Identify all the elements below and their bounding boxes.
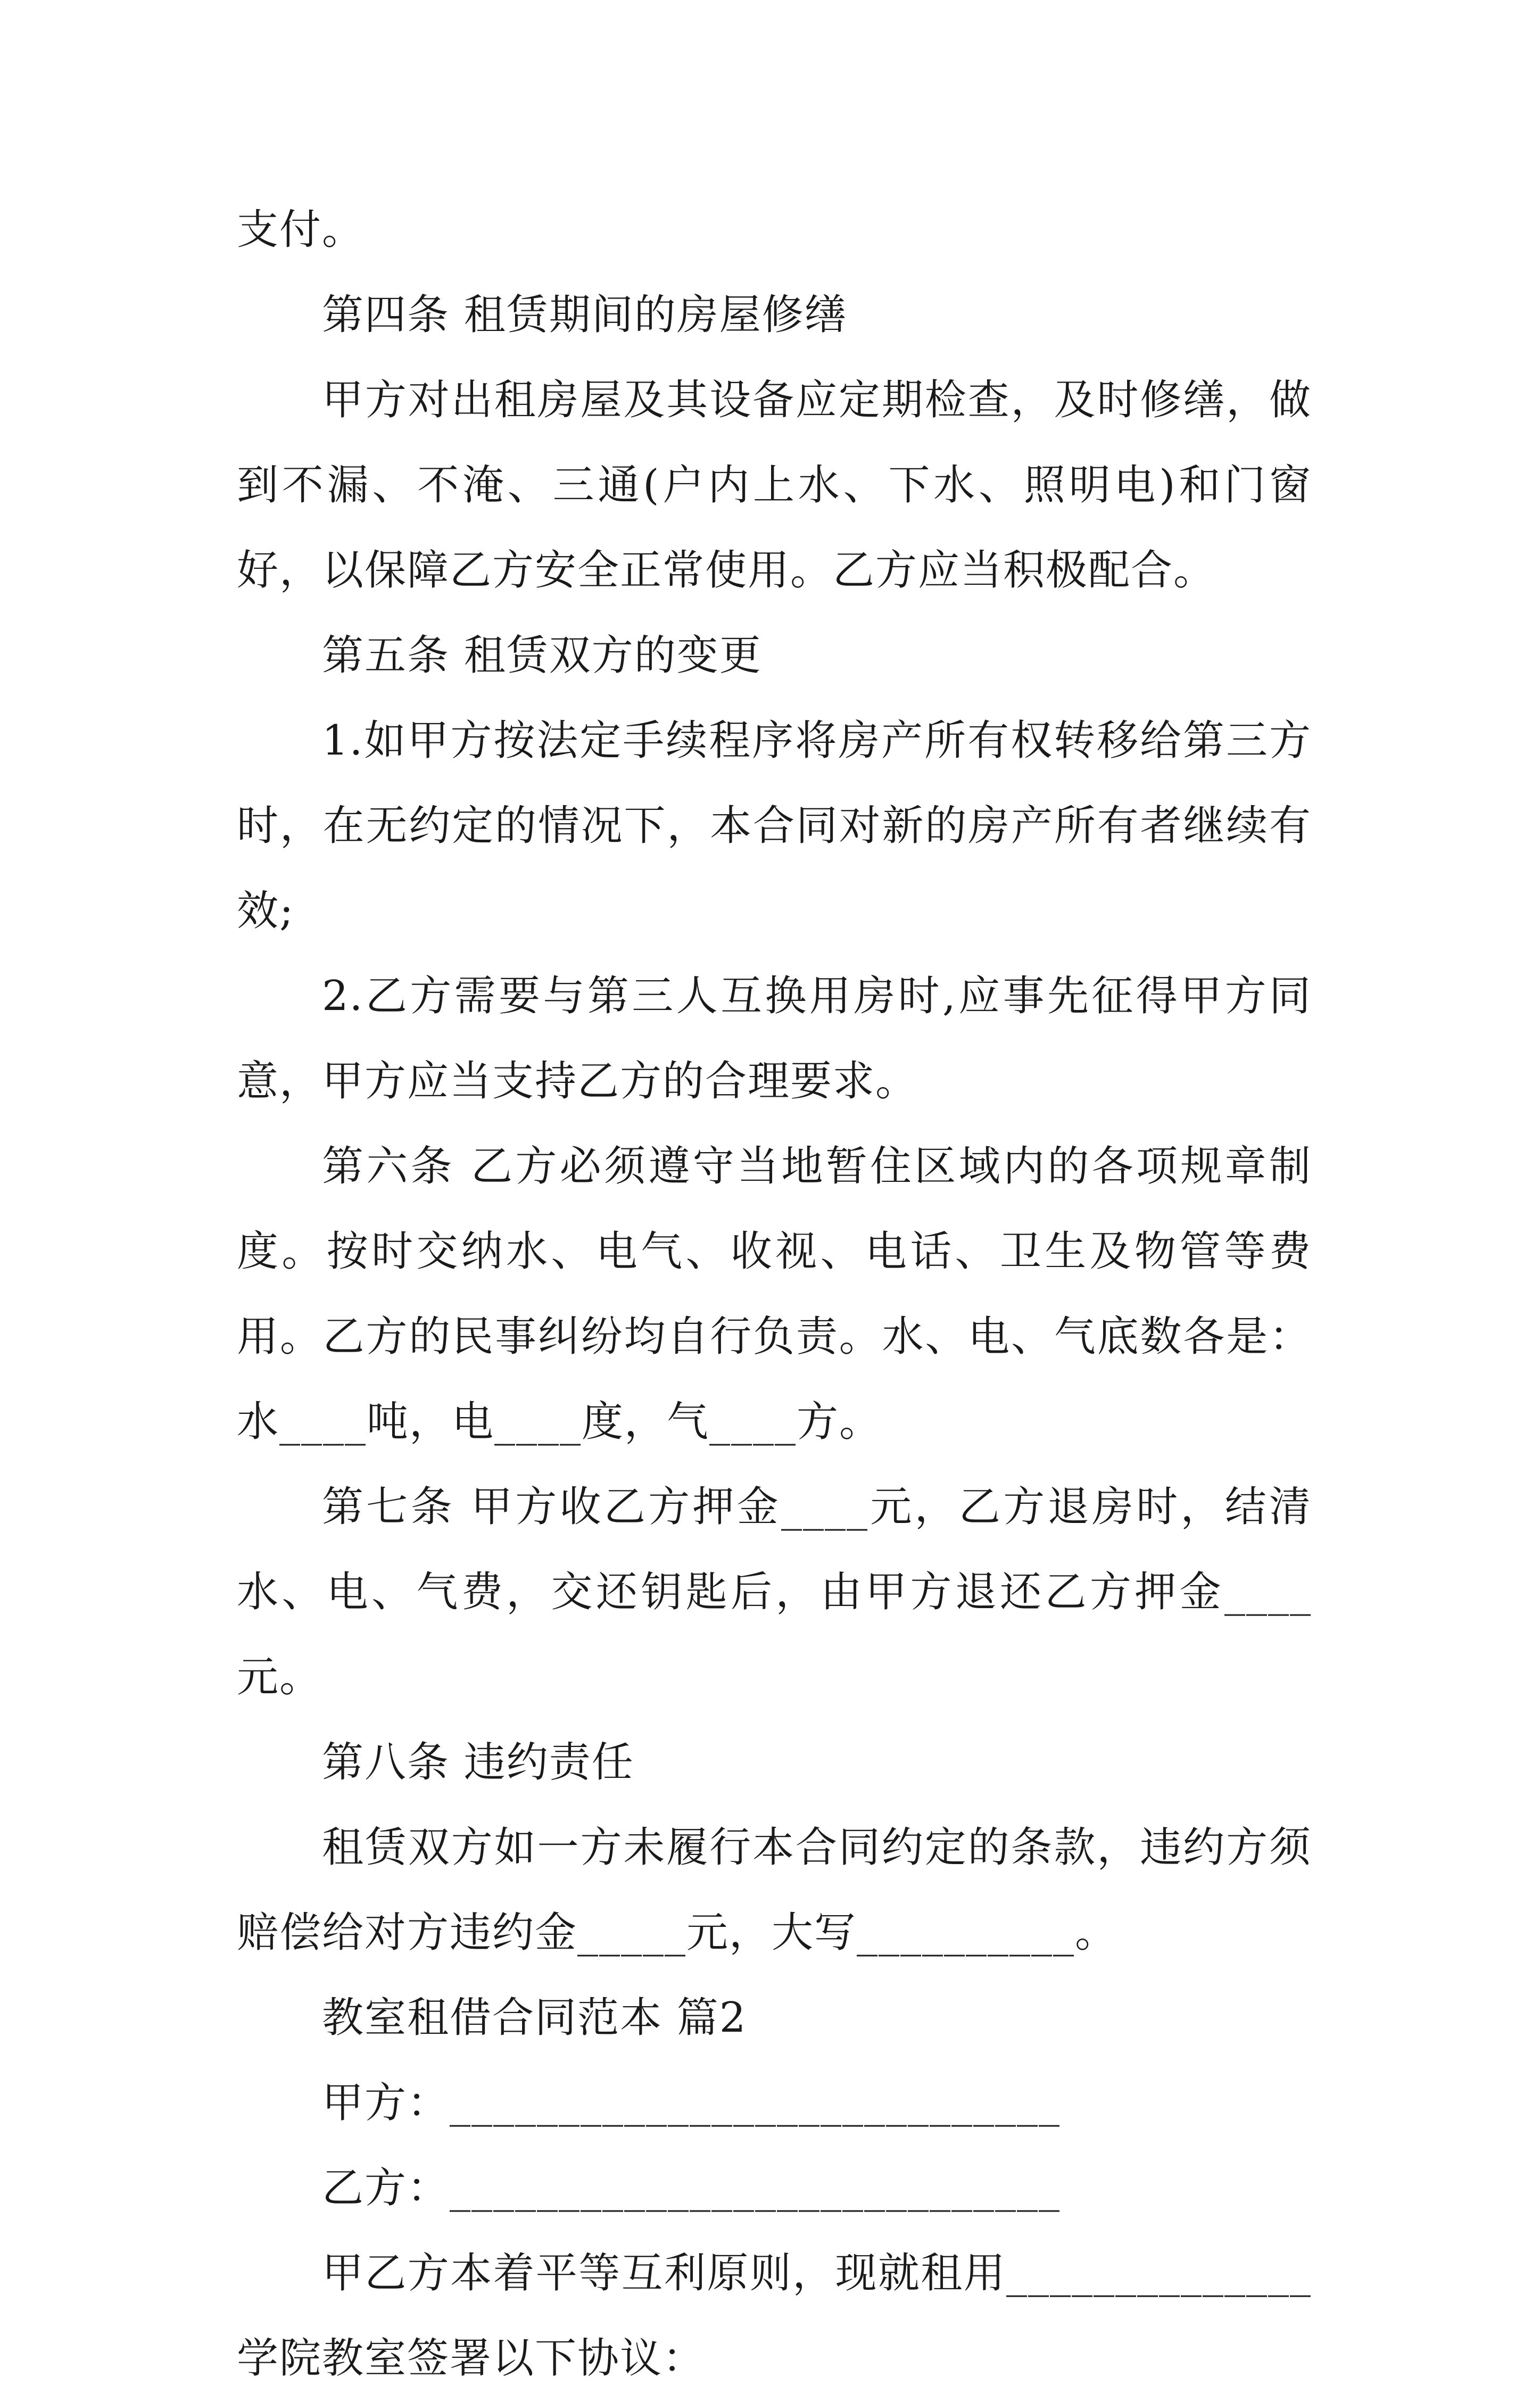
paragraph-article-5-item-1: 1.如甲方按法定手续程序将房产所有权转移给第三方时，在无约定的情况下，本合同对新的房产所有者继续有效;: [237, 717, 1312, 935]
party-a-line: 甲方：____________________________: [322, 2079, 1061, 2127]
paragraph-article-7: 第七条 甲方收乙方押金____元，乙方退房时，结清水、电、气费，交还钥匙后，由甲方退还乙方押金____元。: [237, 1483, 1312, 1701]
heading-article-4: 第四条 租赁期间的房屋修缮: [322, 291, 847, 339]
party-b-line: 乙方：____________________________: [322, 2164, 1061, 2212]
paragraph-article-4: 甲方对出租房屋及其设备应定期检查，及时修缮，做到不漏、不淹、三通(户内上水、下水、照明电)和门窗好，以保障乙方安全正常使用。乙方应当积极配合。: [237, 376, 1312, 594]
heading-article-8: 第八条 违约责任: [322, 1738, 634, 1786]
paragraph-article-5-item-2: 2.乙方需要与第三人互换用房时,应事先征得甲方同意，甲方应当支持乙方的合理要求。: [237, 972, 1312, 1105]
heading-article-5: 第五条 租赁双方的变更: [322, 632, 762, 680]
paragraph-agreement-intro: 甲乙方本着平等互利原则，现就租用______________学院教室签署以下协议：: [237, 2249, 1312, 2382]
paragraph-article-6: 第六条 乙方必须遵守当地暂住区域内的各项规章制度。按时交纳水、电气、收视、电话、卫生及物管等费用。乙方的民事纠纷均自行负责。水、电、气底数各是：水____吨，电____度，气____方。: [237, 1142, 1312, 1446]
document-body: [237, 187, 1312, 2401]
paragraph-article-8: 租赁双方如一方未履行本合同约定的条款，违约方须赔偿给对方违约金_____元，大写__________。: [237, 1824, 1312, 1957]
heading-contract-2: 教室租借合同范本 篇2: [322, 1994, 747, 2042]
paragraph-payment: 支付。: [237, 206, 365, 254]
